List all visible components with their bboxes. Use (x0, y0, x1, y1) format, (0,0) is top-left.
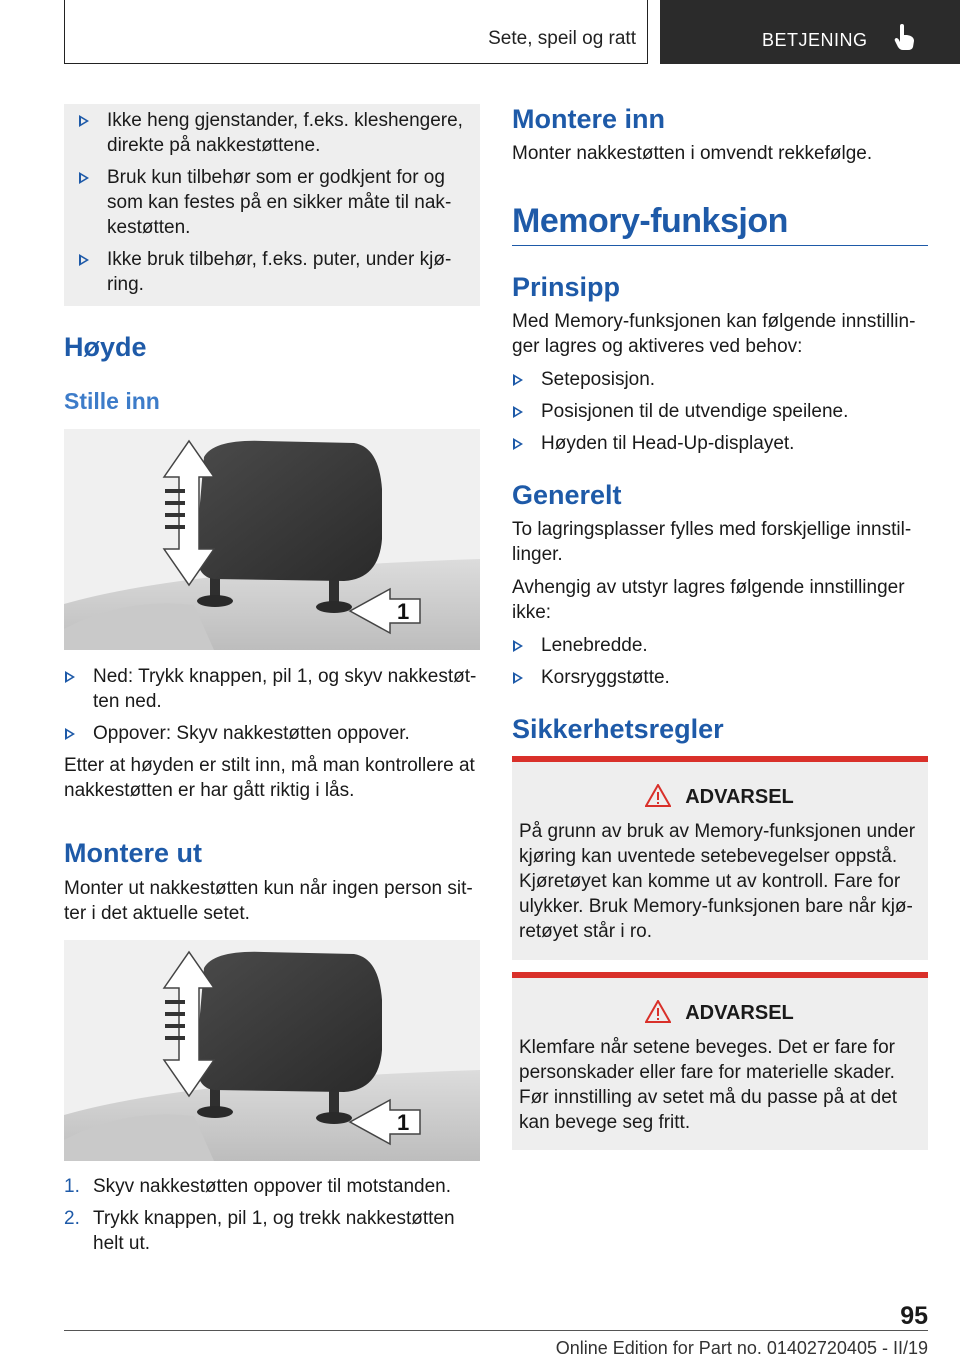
generelt-list (512, 633, 928, 690)
list-item: Lenebredde. (512, 633, 928, 658)
heading-stille-inn: Stille inn (64, 388, 160, 414)
bullet-triangle-icon (513, 374, 523, 386)
warning-triangle-icon (645, 784, 671, 807)
bullet-triangle-icon (513, 640, 523, 652)
montere-ut-text: Monter ut nakkestøtten kun når ingen person sitter i det aktuelle setet. (64, 878, 473, 924)
figure-callout-label: 1 (397, 599, 410, 624)
warning-text: På grunn av bruk av Memory-funksjonen under kjøring kan uventede setebevegelser oppstå. Kjøretøyet kan komme ut av kontroll. Fare for ulykker. Bruk Memory-funksjonen bare når kjøretøyet står i ro. (519, 821, 916, 942)
heading-sikkerhetsregler: Sikkerhetsregler (512, 714, 724, 744)
adjust-note: Etter at høyden er stilt inn, må man kontrollere at nakkestøtten er har gått riktig i lås. (64, 755, 475, 801)
list-item: 2. Trykk knappen, pil 1, og trekk nakkestøtten helt ut. (64, 1208, 455, 1254)
generelt-text-2: Avhengig av utstyr lagres følgende innstillinger ikke: (512, 577, 905, 623)
adjust-list (64, 664, 480, 746)
list-item: Ned: Trykk knappen, pil 1, og skyv nakkestøtten ned. (64, 664, 480, 714)
footer-edition: Online Edition for Part no. 01402720405 - II/19 (555, 1338, 928, 1358)
montere-inn-text: Monter nakkestøtten i omvendt rekkefølge. (512, 143, 873, 164)
list-item: Oppover: Skyv nakkestøtten oppover. (64, 721, 480, 746)
heading-prinsipp: Prinsipp (512, 272, 621, 302)
list-item: Ikke heng gjenstander, f.eks. kleshengere, direkte på nakkestøttene. (78, 108, 470, 158)
prinsipp-text: Med Memory-funksjonen kan følgende innstillinger lagres og aktiveres ved behov: (512, 311, 916, 357)
heading-montere-ut: Montere ut (64, 838, 202, 868)
warning-heading: ADVARSEL (519, 1000, 920, 1025)
footer-divider (64, 1330, 928, 1331)
generelt-text-1: To lagringsplasser fylles med forskjellige innstillinger. (512, 519, 912, 565)
heading-generelt: Generelt (512, 480, 622, 510)
prinsipp-list (512, 367, 928, 456)
warning-box-2 (512, 972, 928, 1150)
warning-text: Klemfare når setene beveges. Det er fare for personskader eller fare for materielle skader. Før innstilling av setet må du passe på at det kan bevege seg fritt. (519, 1037, 898, 1133)
bullet-triangle-icon (65, 728, 75, 740)
safety-tips-box (64, 104, 480, 306)
warning-triangle-icon (645, 1000, 671, 1023)
safety-tips-list (78, 108, 470, 297)
warning-heading: ADVARSEL (519, 784, 920, 809)
figure-callout-label: 1 (397, 1110, 410, 1135)
list-item: Posisjonen til de utvendige speilene. (512, 399, 928, 424)
bullet-triangle-icon (65, 671, 75, 683)
bullet-triangle-icon (79, 115, 89, 127)
heading-memory-funksjon: Memory-funksjon (512, 202, 788, 240)
list-item: Korsryggstøtte. (512, 665, 928, 690)
page-number: 95 (900, 1302, 928, 1330)
bullet-triangle-icon (513, 672, 523, 684)
list-item: Ikke bruk tilbehør, f.eks. puter, under kjøring. (78, 247, 470, 297)
list-item: Høyden til Head-Up-displayet. (512, 431, 928, 456)
headrest-adjust-figure (64, 429, 480, 650)
bullet-triangle-icon (513, 438, 523, 450)
pointing-hand-icon (894, 24, 916, 55)
header-section-title: Sete, speil og ratt (488, 28, 636, 49)
headrest-remove-figure (64, 940, 480, 1161)
heading-montere-inn: Montere inn (512, 104, 665, 134)
bullet-triangle-icon (79, 172, 89, 184)
remove-steps-list (64, 1174, 480, 1256)
warning-box-1 (512, 756, 928, 960)
bullet-triangle-icon (513, 406, 523, 418)
bullet-triangle-icon (79, 254, 89, 266)
header-chapter-title: BETJENING (762, 30, 868, 50)
header-chapter-box (660, 0, 960, 64)
list-item: 1. Skyv nakkestøtten oppover til motstanden. (64, 1176, 452, 1197)
list-item: Seteposisjon. (512, 367, 928, 392)
heading-hoyde: Høyde (64, 332, 147, 362)
list-item: Bruk kun tilbehør som er godkjent for og som kan festes på en sikker måte til nakkestøtten. (78, 165, 470, 240)
